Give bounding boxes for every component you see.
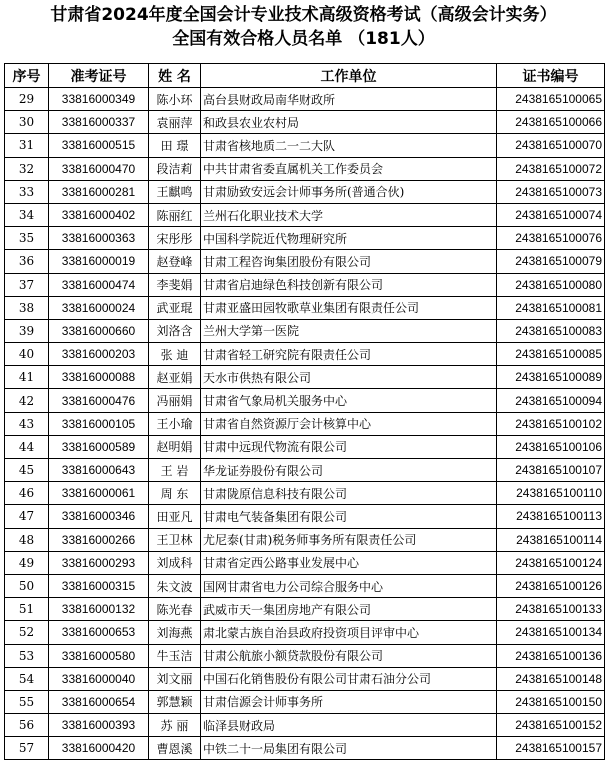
row-exam-id-cell: 33816000040 [49,667,149,690]
table-row [5,644,605,667]
row-seq-cell: 30 [5,111,49,134]
row-name-cell: 宋彤彤 [149,227,201,250]
row-cert-no-cell: 2438165100074 [497,203,605,226]
row-name-cell: 段洁莉 [149,157,201,180]
row-name-cell: 刘文丽 [149,667,201,690]
row-workplace-cell: 中国石化销售股份有限公司甘肃石油分公司 [201,667,497,690]
row-workplace-cell: 天水市供热有限公司 [201,366,497,389]
table-row [5,667,605,690]
row-seq-cell: 33 [5,180,49,203]
row-seq-cell: 51 [5,598,49,621]
row-name-cell: 苏 丽 [149,714,201,737]
row-exam-id-cell: 33816000363 [49,227,149,250]
row-exam-id-cell: 33816000019 [49,250,149,273]
row-seq-cell: 43 [5,412,49,435]
table-row [5,435,605,458]
row-cert-no-cell: 2438165100148 [497,667,605,690]
row-seq-cell: 53 [5,644,49,667]
row-seq-cell: 48 [5,528,49,551]
table-row [5,111,605,134]
table-row [5,714,605,737]
row-workplace-cell: 兰州石化职业技术大学 [201,203,497,226]
row-seq-cell: 32 [5,157,49,180]
table-row [5,737,605,760]
row-seq-cell: 50 [5,574,49,597]
document-title: 甘肃省2024年度全国会计专业技术高级资格考试（高级会计实务） [50,5,557,25]
table-row [5,343,605,366]
row-cert-no-cell: 2438165100102 [497,412,605,435]
row-exam-id-cell: 33816000266 [49,528,149,551]
row-exam-id-cell: 33816000337 [49,111,149,134]
row-name-cell: 王小瑜 [149,412,201,435]
row-workplace-cell: 甘肃公航旅小额贷款股份有限公司 [201,644,497,667]
row-name-cell: 刘成科 [149,551,201,574]
row-name-cell: 张 迪 [149,343,201,366]
table-row [5,690,605,713]
row-cert-no-cell: 2438165100133 [497,598,605,621]
row-seq-cell: 40 [5,343,49,366]
row-name-cell: 李斐娟 [149,273,201,296]
row-cert-no-cell: 2438165100124 [497,551,605,574]
row-name-cell: 袁丽萍 [149,111,201,134]
row-cert-no-cell: 2438165100089 [497,366,605,389]
row-name-cell: 陈小环 [149,88,201,111]
table-row [5,227,605,250]
row-workplace-cell: 甘肃省轻工研究院有限责任公司 [201,343,497,366]
row-seq-cell: 31 [5,134,49,157]
row-workplace-cell: 和政县农业农村局 [201,111,497,134]
row-name-cell: 周 东 [149,482,201,505]
row-workplace-cell: 国网甘肃省电力公司综合服务中心 [201,574,497,597]
row-name-cell: 赵亚娟 [149,366,201,389]
row-workplace-cell: 甘肃省定西公路事业发展中心 [201,551,497,574]
row-workplace-cell: 甘肃陇原信息科技有限公司 [201,482,497,505]
row-cert-no-cell: 2438165100085 [497,343,605,366]
table-row [5,389,605,412]
row-exam-id-cell: 33816000061 [49,482,149,505]
table-header-row [5,64,605,88]
row-exam-id-cell: 33816000653 [49,621,149,644]
table-row [5,505,605,528]
row-workplace-cell: 临泽县财政局 [201,714,497,737]
row-seq-cell: 29 [5,88,49,111]
table-row [5,88,605,111]
row-cert-no-cell: 2438165100150 [497,690,605,713]
row-exam-id-cell: 33816000105 [49,412,149,435]
row-workplace-cell: 中共甘肃省委直属机关工作委员会 [201,157,497,180]
row-workplace-cell: 肃北蒙古族自治县政府投资项目评审中心 [201,621,497,644]
table-row [5,366,605,389]
table-row [5,551,605,574]
row-workplace-cell: 甘肃省自然资源厅会计核算中心 [201,412,497,435]
row-seq-cell: 41 [5,366,49,389]
row-exam-id-cell: 33816000660 [49,319,149,342]
row-exam-id-cell: 33816000654 [49,690,149,713]
table-row [5,598,605,621]
row-seq-cell: 36 [5,250,49,273]
row-name-cell: 陈丽红 [149,203,201,226]
table-row [5,273,605,296]
row-name-cell: 曹恩溪 [149,737,201,760]
table-row [5,621,605,644]
row-name-cell: 王卫林 [149,528,201,551]
row-exam-id-cell: 33816000589 [49,435,149,458]
table-row [5,459,605,482]
row-cert-no-cell: 2438165100065 [497,88,605,111]
row-exam-id-cell: 33816000203 [49,343,149,366]
row-cert-no-cell: 2438165100083 [497,319,605,342]
row-seq-cell: 42 [5,389,49,412]
row-exam-id-cell: 33816000402 [49,203,149,226]
row-cert-no-cell: 2438165100126 [497,574,605,597]
table-row [5,180,605,203]
candidates-table [4,63,605,760]
row-exam-id-cell: 33816000470 [49,157,149,180]
row-cert-no-cell: 2438165100094 [497,389,605,412]
row-seq-cell: 45 [5,459,49,482]
row-exam-id-cell: 33816000293 [49,551,149,574]
row-cert-no-cell: 2438165100079 [497,250,605,273]
row-seq-cell: 34 [5,203,49,226]
row-exam-id-cell: 33816000515 [49,134,149,157]
row-workplace-cell: 甘肃省启迪绿色科技创新有限公司 [201,273,497,296]
row-name-cell: 赵明娟 [149,435,201,458]
row-workplace-cell: 甘肃励致安远会计师事务所(普通合伙) [201,180,497,203]
table-row [5,482,605,505]
row-exam-id-cell: 33816000088 [49,366,149,389]
row-cert-no-cell: 2438165100152 [497,714,605,737]
row-seq-cell: 56 [5,714,49,737]
row-cert-no-cell: 2438165100081 [497,296,605,319]
row-exam-id-cell: 33816000420 [49,737,149,760]
row-seq-cell: 46 [5,482,49,505]
table-row [5,296,605,319]
row-workplace-cell: 甘肃电气装备集团有限公司 [201,505,497,528]
row-exam-id-cell: 33816000315 [49,574,149,597]
row-exam-id-cell: 33816000346 [49,505,149,528]
row-workplace-cell: 华龙证券股份有限公司 [201,459,497,482]
row-name-cell: 王麒鸣 [149,180,201,203]
row-seq-cell: 38 [5,296,49,319]
column-header-workplace: 工作单位 [201,64,497,88]
row-cert-no-cell: 2438165100106 [497,435,605,458]
table-row [5,134,605,157]
row-name-cell: 王 岩 [149,459,201,482]
row-cert-no-cell: 2438165100107 [497,459,605,482]
row-workplace-cell: 甘肃亚盛田园牧歌草业集团有限责任公司 [201,296,497,319]
row-workplace-cell: 中国科学院近代物理研究所 [201,227,497,250]
column-header-name: 姓 名 [149,64,201,88]
row-exam-id-cell: 33816000281 [49,180,149,203]
column-header-exam-id: 准考证号 [49,64,149,88]
document-subtitle: 全国有效合格人员名单 （181人） [172,29,435,49]
column-header-cert-no: 证书编号 [497,64,605,88]
row-exam-id-cell: 33816000474 [49,273,149,296]
row-name-cell: 冯丽娟 [149,389,201,412]
row-cert-no-cell: 2438165100157 [497,737,605,760]
table-row [5,574,605,597]
row-seq-cell: 37 [5,273,49,296]
row-name-cell: 赵登峰 [149,250,201,273]
row-name-cell: 田 璟 [149,134,201,157]
row-workplace-cell: 甘肃信源会计师事务所 [201,690,497,713]
row-exam-id-cell: 33816000024 [49,296,149,319]
row-workplace-cell: 武威市天一集团房地产有限公司 [201,598,497,621]
row-cert-no-cell: 2438165100070 [497,134,605,157]
column-header-seq: 序号 [5,64,49,88]
row-exam-id-cell: 33816000643 [49,459,149,482]
row-seq-cell: 47 [5,505,49,528]
row-seq-cell: 39 [5,319,49,342]
table-row [5,528,605,551]
row-workplace-cell: 尤尼泰(甘肃)税务师事务所有限责任公司 [201,528,497,551]
row-name-cell: 田亚凡 [149,505,201,528]
row-name-cell: 刘洛含 [149,319,201,342]
row-exam-id-cell: 33816000476 [49,389,149,412]
row-exam-id-cell: 33816000349 [49,88,149,111]
row-name-cell: 刘海燕 [149,621,201,644]
table-row [5,250,605,273]
row-name-cell: 武亚琨 [149,296,201,319]
row-cert-no-cell: 2438165100136 [497,644,605,667]
table-row [5,412,605,435]
row-seq-cell: 54 [5,667,49,690]
row-name-cell: 郭慧颖 [149,690,201,713]
row-seq-cell: 52 [5,621,49,644]
row-workplace-cell: 兰州大学第一医院 [201,319,497,342]
row-name-cell: 朱文波 [149,574,201,597]
row-cert-no-cell: 2438165100110 [497,482,605,505]
row-workplace-cell: 中铁二十一局集团有限公司 [201,737,497,760]
row-cert-no-cell: 2438165100073 [497,180,605,203]
row-seq-cell: 44 [5,435,49,458]
row-cert-no-cell: 2438165100113 [497,505,605,528]
row-cert-no-cell: 2438165100114 [497,528,605,551]
row-cert-no-cell: 2438165100134 [497,621,605,644]
row-exam-id-cell: 33816000132 [49,598,149,621]
row-name-cell: 牛玉洁 [149,644,201,667]
row-workplace-cell: 甘肃中远现代物流有限公司 [201,435,497,458]
row-seq-cell: 55 [5,690,49,713]
row-cert-no-cell: 2438165100076 [497,227,605,250]
row-name-cell: 陈光春 [149,598,201,621]
row-cert-no-cell: 2438165100066 [497,111,605,134]
table-row [5,319,605,342]
row-seq-cell: 57 [5,737,49,760]
row-workplace-cell: 甘肃工程咨询集团股份有限公司 [201,250,497,273]
row-seq-cell: 35 [5,227,49,250]
row-seq-cell: 49 [5,551,49,574]
row-cert-no-cell: 2438165100080 [497,273,605,296]
table-row [5,203,605,226]
row-workplace-cell: 甘肃省气象局机关服务中心 [201,389,497,412]
row-workplace-cell: 高台县财政局南华财政所 [201,88,497,111]
row-exam-id-cell: 33816000393 [49,714,149,737]
row-workplace-cell: 甘肃省核地质二一二大队 [201,134,497,157]
row-exam-id-cell: 33816000580 [49,644,149,667]
table-row [5,157,605,180]
row-cert-no-cell: 2438165100072 [497,157,605,180]
